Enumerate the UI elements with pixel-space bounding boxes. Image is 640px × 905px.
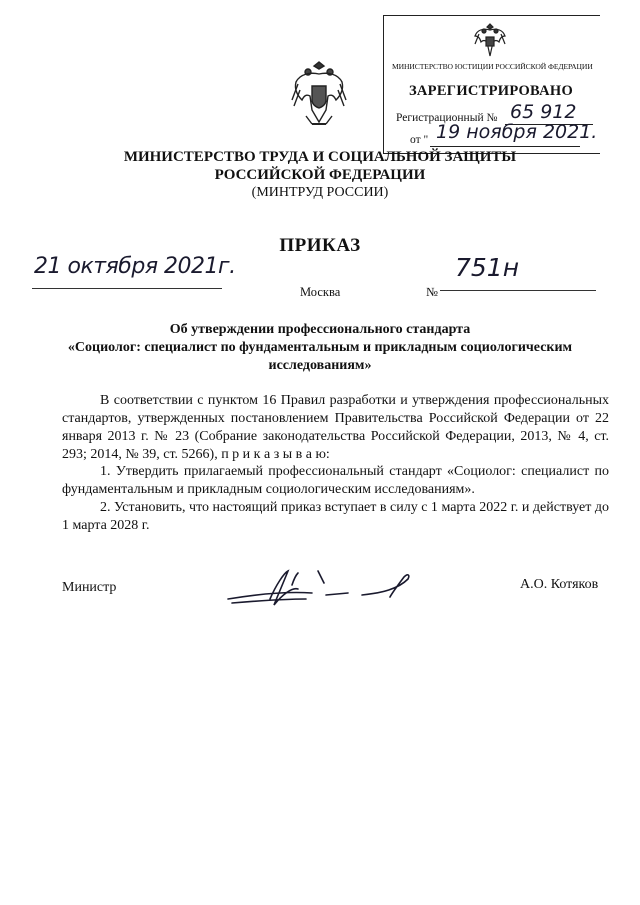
stamp-ministry-name: МИНИСТЕРСТВО ЮСТИЦИИ РОССИЙСКОЙ ФЕДЕРАЦИИ — [392, 62, 593, 71]
subject-line-2: «Социолог: специалист по фундаментальным и прикладным социологическим — [67, 340, 573, 355]
coat-of-arms-icon — [290, 60, 348, 132]
signer-name: А.О. Котяков — [520, 577, 599, 592]
ministry-name-line2: РОССИЙСКОЙ ФЕДЕРАЦИИ — [214, 167, 426, 183]
order-city: Москва — [300, 285, 341, 299]
signer-title: Министр — [62, 580, 117, 595]
ministry-short-name: (МИНТРУД РОССИИ) — [251, 185, 389, 200]
order-number-underline — [440, 290, 596, 291]
stamp-registered-label: ЗАРЕГИСТРИРОВАНО — [408, 83, 574, 99]
stamp-date-line — [430, 146, 580, 147]
stamp-coat-of-arms-icon — [471, 20, 509, 60]
clause-2-paragraph: 2. Установить, что настоящий приказ вступает в силу с 1 марта 2022 г. и действует до 1 марта 2028 г. — [62, 500, 609, 533]
document-type-heading: ПРИКАЗ — [279, 235, 361, 256]
ministry-name-line1: МИНИСТЕРСТВО ТРУДА И СОЦИАЛЬНОЙ ЗАЩИТЫ — [123, 149, 517, 165]
order-number-sign: № — [426, 285, 438, 299]
subject-line-1: Об утверждении профессионального стандарта — [169, 322, 471, 337]
stamp-registration-number-label: Регистрационный № — [396, 112, 498, 124]
stamp-registration-number-value: 65 912 — [510, 101, 577, 123]
subject-line-3: исследованиям» — [268, 358, 372, 373]
handwritten-signature-icon — [222, 565, 422, 615]
preamble-paragraph: В соответствии с пунктом 16 Правил разработки и утверждения профессиональных стандартов, утвержденных постановлением Правительства Российской Федерации от 22 января 2013 г. № 23 (Собрание законодательства Российской Федерации, 2013, № 4, ст. 293; 2014, № 39, ст. 5266), п р и к а з ы в а ю: — [62, 393, 609, 462]
stamp-date-value: 19 ноября 2021. — [436, 121, 598, 143]
order-date-underline — [32, 288, 222, 289]
clause-1-paragraph: 1. Утвердить прилагаемый профессиональный стандарт «Социолог: специалист по фундаментальным и прикладным социологическим исследованиям». — [62, 464, 609, 497]
stamp-date-label: от " — [410, 134, 429, 146]
order-date: 21 октября 2021г. — [34, 254, 236, 279]
order-number-value: 751н — [455, 253, 520, 282]
